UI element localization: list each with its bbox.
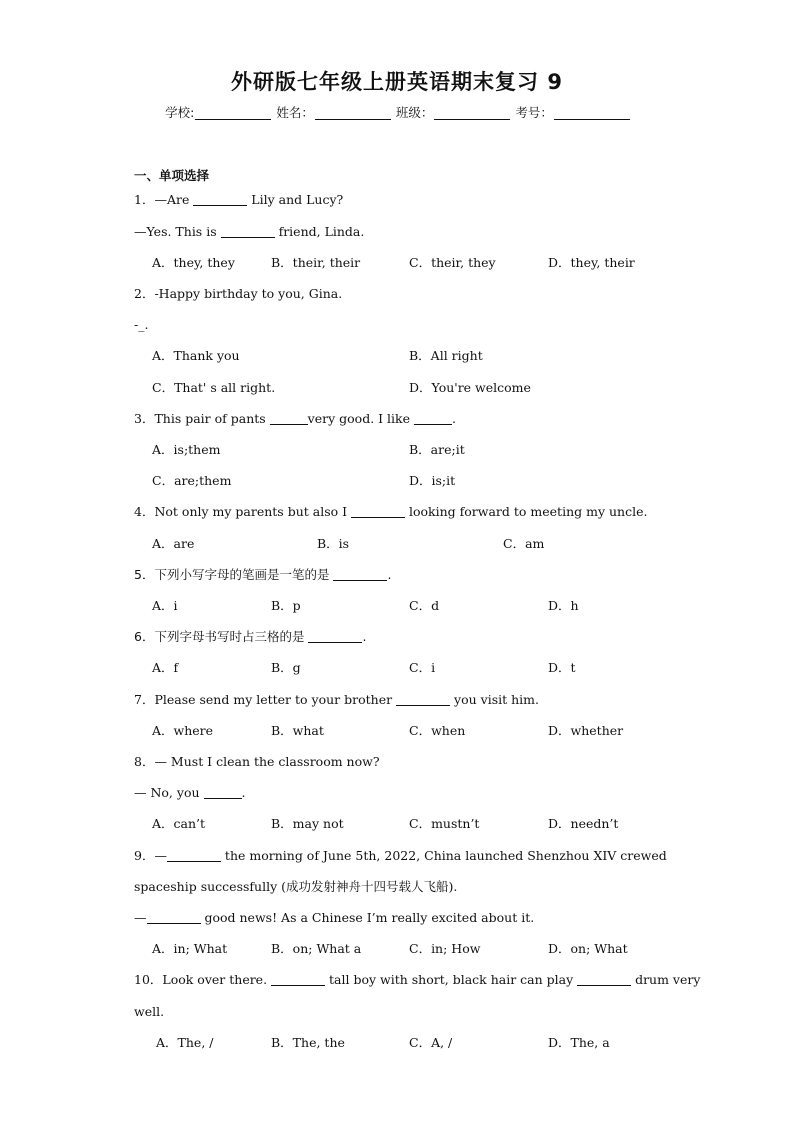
q6-option-b[interactable]: B．g: [271, 660, 301, 675]
q10-option-d[interactable]: D．The, a: [548, 1035, 610, 1050]
student-info-line: [0, 103, 794, 121]
name-label: 姓名：: [276, 105, 314, 120]
q3-option-b[interactable]: B．are;it: [409, 442, 465, 457]
q10-option-a[interactable]: A．The, /: [156, 1035, 214, 1050]
exam-number-blank[interactable]: [554, 106, 630, 120]
q2-option-a[interactable]: A．Thank you: [152, 348, 240, 363]
answer-blank[interactable]: [270, 412, 308, 425]
q1-option-b[interactable]: B．their, their: [271, 255, 361, 270]
q3-option-d[interactable]: D．is;it: [409, 473, 456, 488]
q2-option-d[interactable]: D．You're welcome: [409, 380, 531, 395]
question-2-line-1: 2．-Happy birthday to you, Gina.: [134, 286, 343, 301]
q8-option-a[interactable]: A．can’t: [152, 816, 206, 831]
question-9-line-3: — good news! As a Chinese I’m really excited about it.: [134, 910, 535, 925]
answer-blank[interactable]: [147, 911, 201, 924]
q5-option-d[interactable]: D．h: [548, 598, 579, 613]
q6-option-a[interactable]: A．f: [152, 660, 179, 675]
question-9-line-2: spaceship successfully (成功发射神舟十四号载人飞船).: [134, 879, 458, 894]
question-7-line-1: 7．Please send my letter to your brother you visit him.: [134, 692, 539, 707]
question-9-line-1: 9．— the morning of June 5th, 2022, China launched Shenzhou XIV crewed: [134, 848, 667, 863]
answer-blank[interactable]: [167, 849, 221, 862]
answer-blank[interactable]: [204, 786, 242, 799]
question-8-line-1: 8．— Must I clean the classroom now?: [134, 754, 380, 769]
question-6-line-1: 6．下列字母书写时占三格的是 .: [134, 629, 367, 644]
question-1-line-2: —Yes. This is friend, Linda.: [134, 224, 365, 239]
q5-option-c[interactable]: C．d: [409, 598, 440, 613]
q5-option-a[interactable]: A．i: [152, 598, 178, 613]
q1-option-a[interactable]: A．they, they: [152, 255, 235, 270]
q9-option-c[interactable]: C．in; How: [409, 941, 481, 956]
q8-option-b[interactable]: B．may not: [271, 816, 344, 831]
question-2-line-2: -_.: [134, 317, 149, 332]
q2-option-b[interactable]: B．All right: [409, 348, 483, 363]
question-4-line-1: 4．Not only my parents but also I looking forward to meeting my uncle.: [134, 504, 648, 519]
answer-blank[interactable]: [351, 505, 405, 518]
class-label: 班级：: [395, 105, 434, 120]
q7-option-d[interactable]: D．whether: [548, 723, 624, 738]
school-blank[interactable]: [195, 106, 271, 120]
q9-option-d[interactable]: D．on; What: [548, 941, 628, 956]
answer-blank[interactable]: [221, 225, 275, 238]
question-10-line-1: 10．Look over there. tall boy with short, black hair can play drum very: [134, 972, 701, 987]
answer-blank[interactable]: [396, 693, 450, 706]
question-10-line-2: well.: [134, 1004, 165, 1019]
answer-blank[interactable]: [414, 412, 452, 425]
answer-blank[interactable]: [333, 568, 387, 581]
q3-option-c[interactable]: C．are;them: [152, 473, 232, 488]
question-1-line-1: 1．—Are Lily and Lucy?: [134, 192, 344, 207]
answer-blank[interactable]: [308, 630, 362, 643]
q6-option-d[interactable]: D．t: [548, 660, 576, 675]
q6-option-c[interactable]: C．i: [409, 660, 436, 675]
answer-blank[interactable]: [271, 973, 325, 986]
q1-option-d[interactable]: D．they, their: [548, 255, 635, 270]
answer-blank[interactable]: [577, 973, 631, 986]
section-title: 一、单项选择: [134, 168, 210, 183]
q4-option-c[interactable]: C．am: [503, 536, 545, 551]
class-blank[interactable]: [434, 106, 510, 120]
school-label: 学校:: [165, 105, 195, 120]
q5-option-b[interactable]: B．p: [271, 598, 301, 613]
q7-option-a[interactable]: A．where: [152, 723, 214, 738]
exam-number-label: 考号：: [515, 105, 553, 120]
q8-option-d[interactable]: D．needn’t: [548, 816, 619, 831]
q1-option-c[interactable]: C．their, they: [409, 255, 496, 270]
q9-option-a[interactable]: A．in; What: [152, 941, 228, 956]
q9-option-b[interactable]: B．on; What a: [271, 941, 362, 956]
question-3-line-1: 3．This pair of pants very good. I like .: [134, 411, 456, 426]
q2-option-c[interactable]: C．That' s all right.: [152, 380, 276, 395]
q8-option-c[interactable]: C．mustn’t: [409, 816, 480, 831]
q3-option-a[interactable]: A．is;them: [152, 442, 221, 457]
q7-option-c[interactable]: C．when: [409, 723, 466, 738]
name-blank[interactable]: [315, 106, 391, 120]
q10-option-b[interactable]: B．The, the: [271, 1035, 345, 1050]
q4-option-b[interactable]: B．is: [317, 536, 350, 551]
answer-blank[interactable]: [193, 193, 247, 206]
page-title: 外研版七年级上册英语期末复习 9: [231, 70, 563, 94]
q4-option-a[interactable]: A．are: [152, 536, 195, 551]
question-8-line-2: — No, you .: [134, 785, 246, 800]
q10-option-c[interactable]: C．A, /: [409, 1035, 453, 1050]
question-5-line-1: 5．下列小写字母的笔画是一笔的是 .: [134, 567, 392, 582]
q7-option-b[interactable]: B．what: [271, 723, 324, 738]
